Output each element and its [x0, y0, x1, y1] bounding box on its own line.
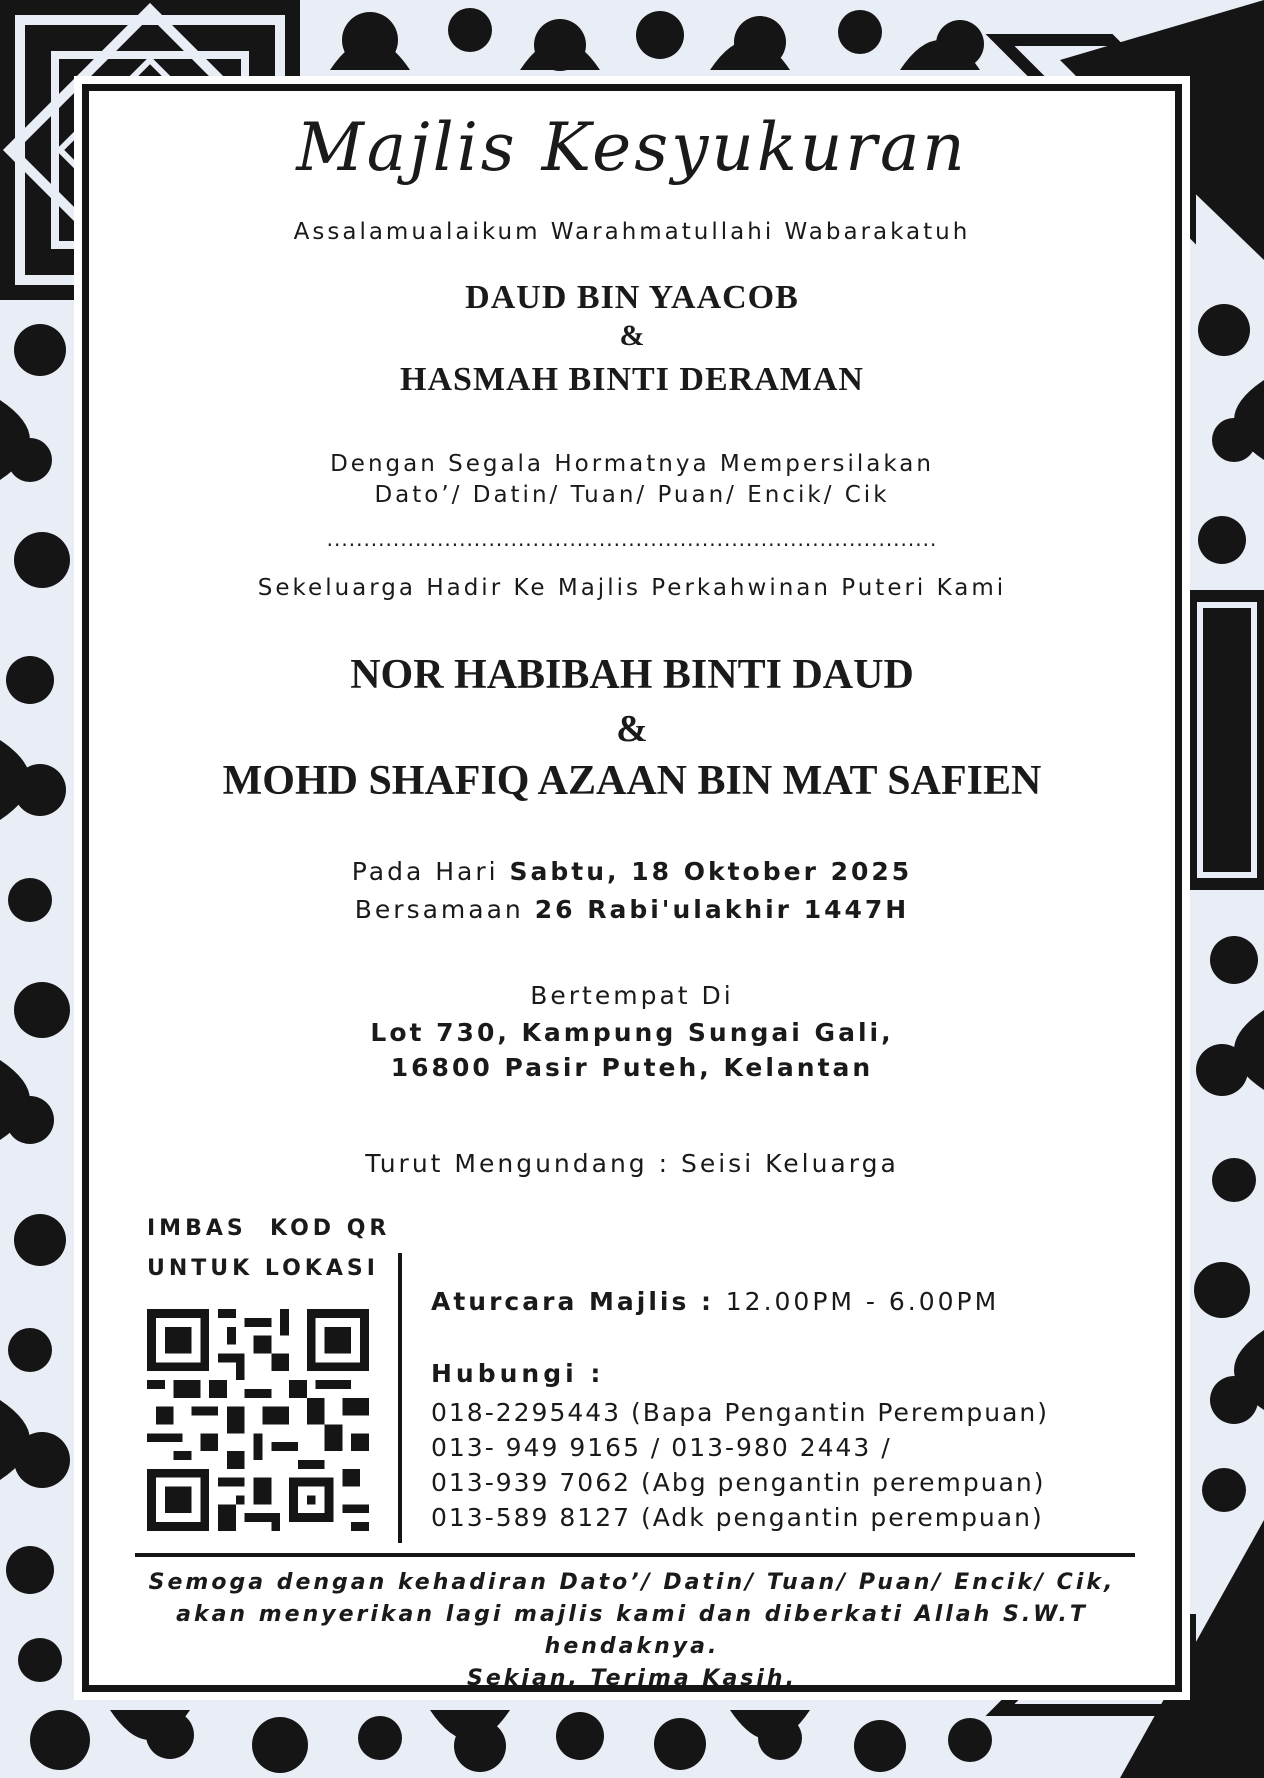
co-inviters: Turut Mengundang : Seisi Keluarga: [365, 1149, 899, 1178]
schedule-label: Aturcara Majlis :: [431, 1287, 726, 1316]
date-prefix: Pada Hari: [351, 857, 510, 886]
contact-line: 018-2295443 (Bapa Pengantin Perempuan): [431, 1398, 1050, 1427]
guest-name-blank: ...................................................................................: [326, 527, 938, 551]
qr-code-icon[interactable]: [147, 1309, 369, 1531]
venue-address: [89, 1015, 1175, 1085]
hijri-prefix: Bersamaan: [354, 895, 535, 924]
contact-title: Hubungi :: [431, 1359, 605, 1388]
event-title: Majlis Kesyukuran: [296, 109, 968, 186]
event-date: [89, 853, 1175, 929]
host-father: DAUD BIN YAACOB: [465, 279, 799, 316]
section-divider-horizontal: [135, 1553, 1135, 1557]
date-value: Sabtu, 18 Oktober 2025: [509, 857, 913, 886]
venue-line-1: Lot 730, Kampung Sungai Gali,: [370, 1018, 894, 1047]
venue-label: Bertempat Di: [530, 981, 734, 1010]
hijri-value: 26 Rabi'ulakhir 1447H: [534, 895, 910, 924]
closing-line-1: Semoga dengan kehadiran Dato’/ Datin/ Tuan/ Puan/ Encik/ Cik,: [148, 1570, 1116, 1595]
groom-name: MOHD SHAFIQ AZAAN BIN MAT SAFIEN: [222, 758, 1042, 804]
contact-line: 013- 949 9165 / 013-980 2443 /: [431, 1433, 892, 1462]
venue-line-2: 16800 Pasir Puteh, Kelantan: [390, 1053, 874, 1082]
schedule-time: 12.00PM - 6.00PM: [725, 1287, 1000, 1316]
date-line: [89, 853, 1175, 891]
host-mother: HASMAH BINTI DERAMAN: [400, 361, 864, 398]
closing-line-3: Sekian, Terima Kasih.: [467, 1666, 797, 1691]
schedule: [431, 1287, 999, 1316]
qr-caption: [147, 1209, 390, 1289]
greeting: Assalamualaikum Warahmatullahi Wabarakatuh: [293, 219, 971, 245]
qr-caption-line-2: UNTUK LOKASI: [147, 1256, 379, 1281]
invitation-line-3: Sekeluarga Hadir Ke Majlis Perkahwinan Puteri Kami: [257, 575, 1007, 601]
invitation-text: [89, 449, 1175, 511]
qr-caption-line-1: IMBAS KOD QR: [147, 1216, 391, 1241]
bride-name: NOR HABIBAH BINTI DAUD: [350, 652, 914, 698]
invitation-card: [82, 84, 1182, 1692]
invitation-line-1: Dengan Segala Hormatnya Mempersilakan: [330, 451, 934, 477]
contact-line: 013-939 7062 (Abg pengantin perempuan): [431, 1468, 1046, 1497]
section-divider-vertical: [398, 1253, 402, 1543]
couple-ampersand: &: [616, 708, 648, 750]
contact-line: 013-589 8127 (Adk pengantin perempuan): [431, 1503, 1044, 1532]
contact-list: [431, 1395, 1049, 1535]
closing-line-2: akan menyerikan lagi majlis kami dan diberkati Allah S.W.T hendaknya.: [176, 1602, 1088, 1659]
hijri-line: [89, 891, 1175, 929]
invitation-line-2: Dato’/ Datin/ Tuan/ Puan/ Encik/ Cik: [374, 482, 890, 508]
closing-message: [89, 1567, 1175, 1695]
host-ampersand: &: [619, 319, 645, 352]
